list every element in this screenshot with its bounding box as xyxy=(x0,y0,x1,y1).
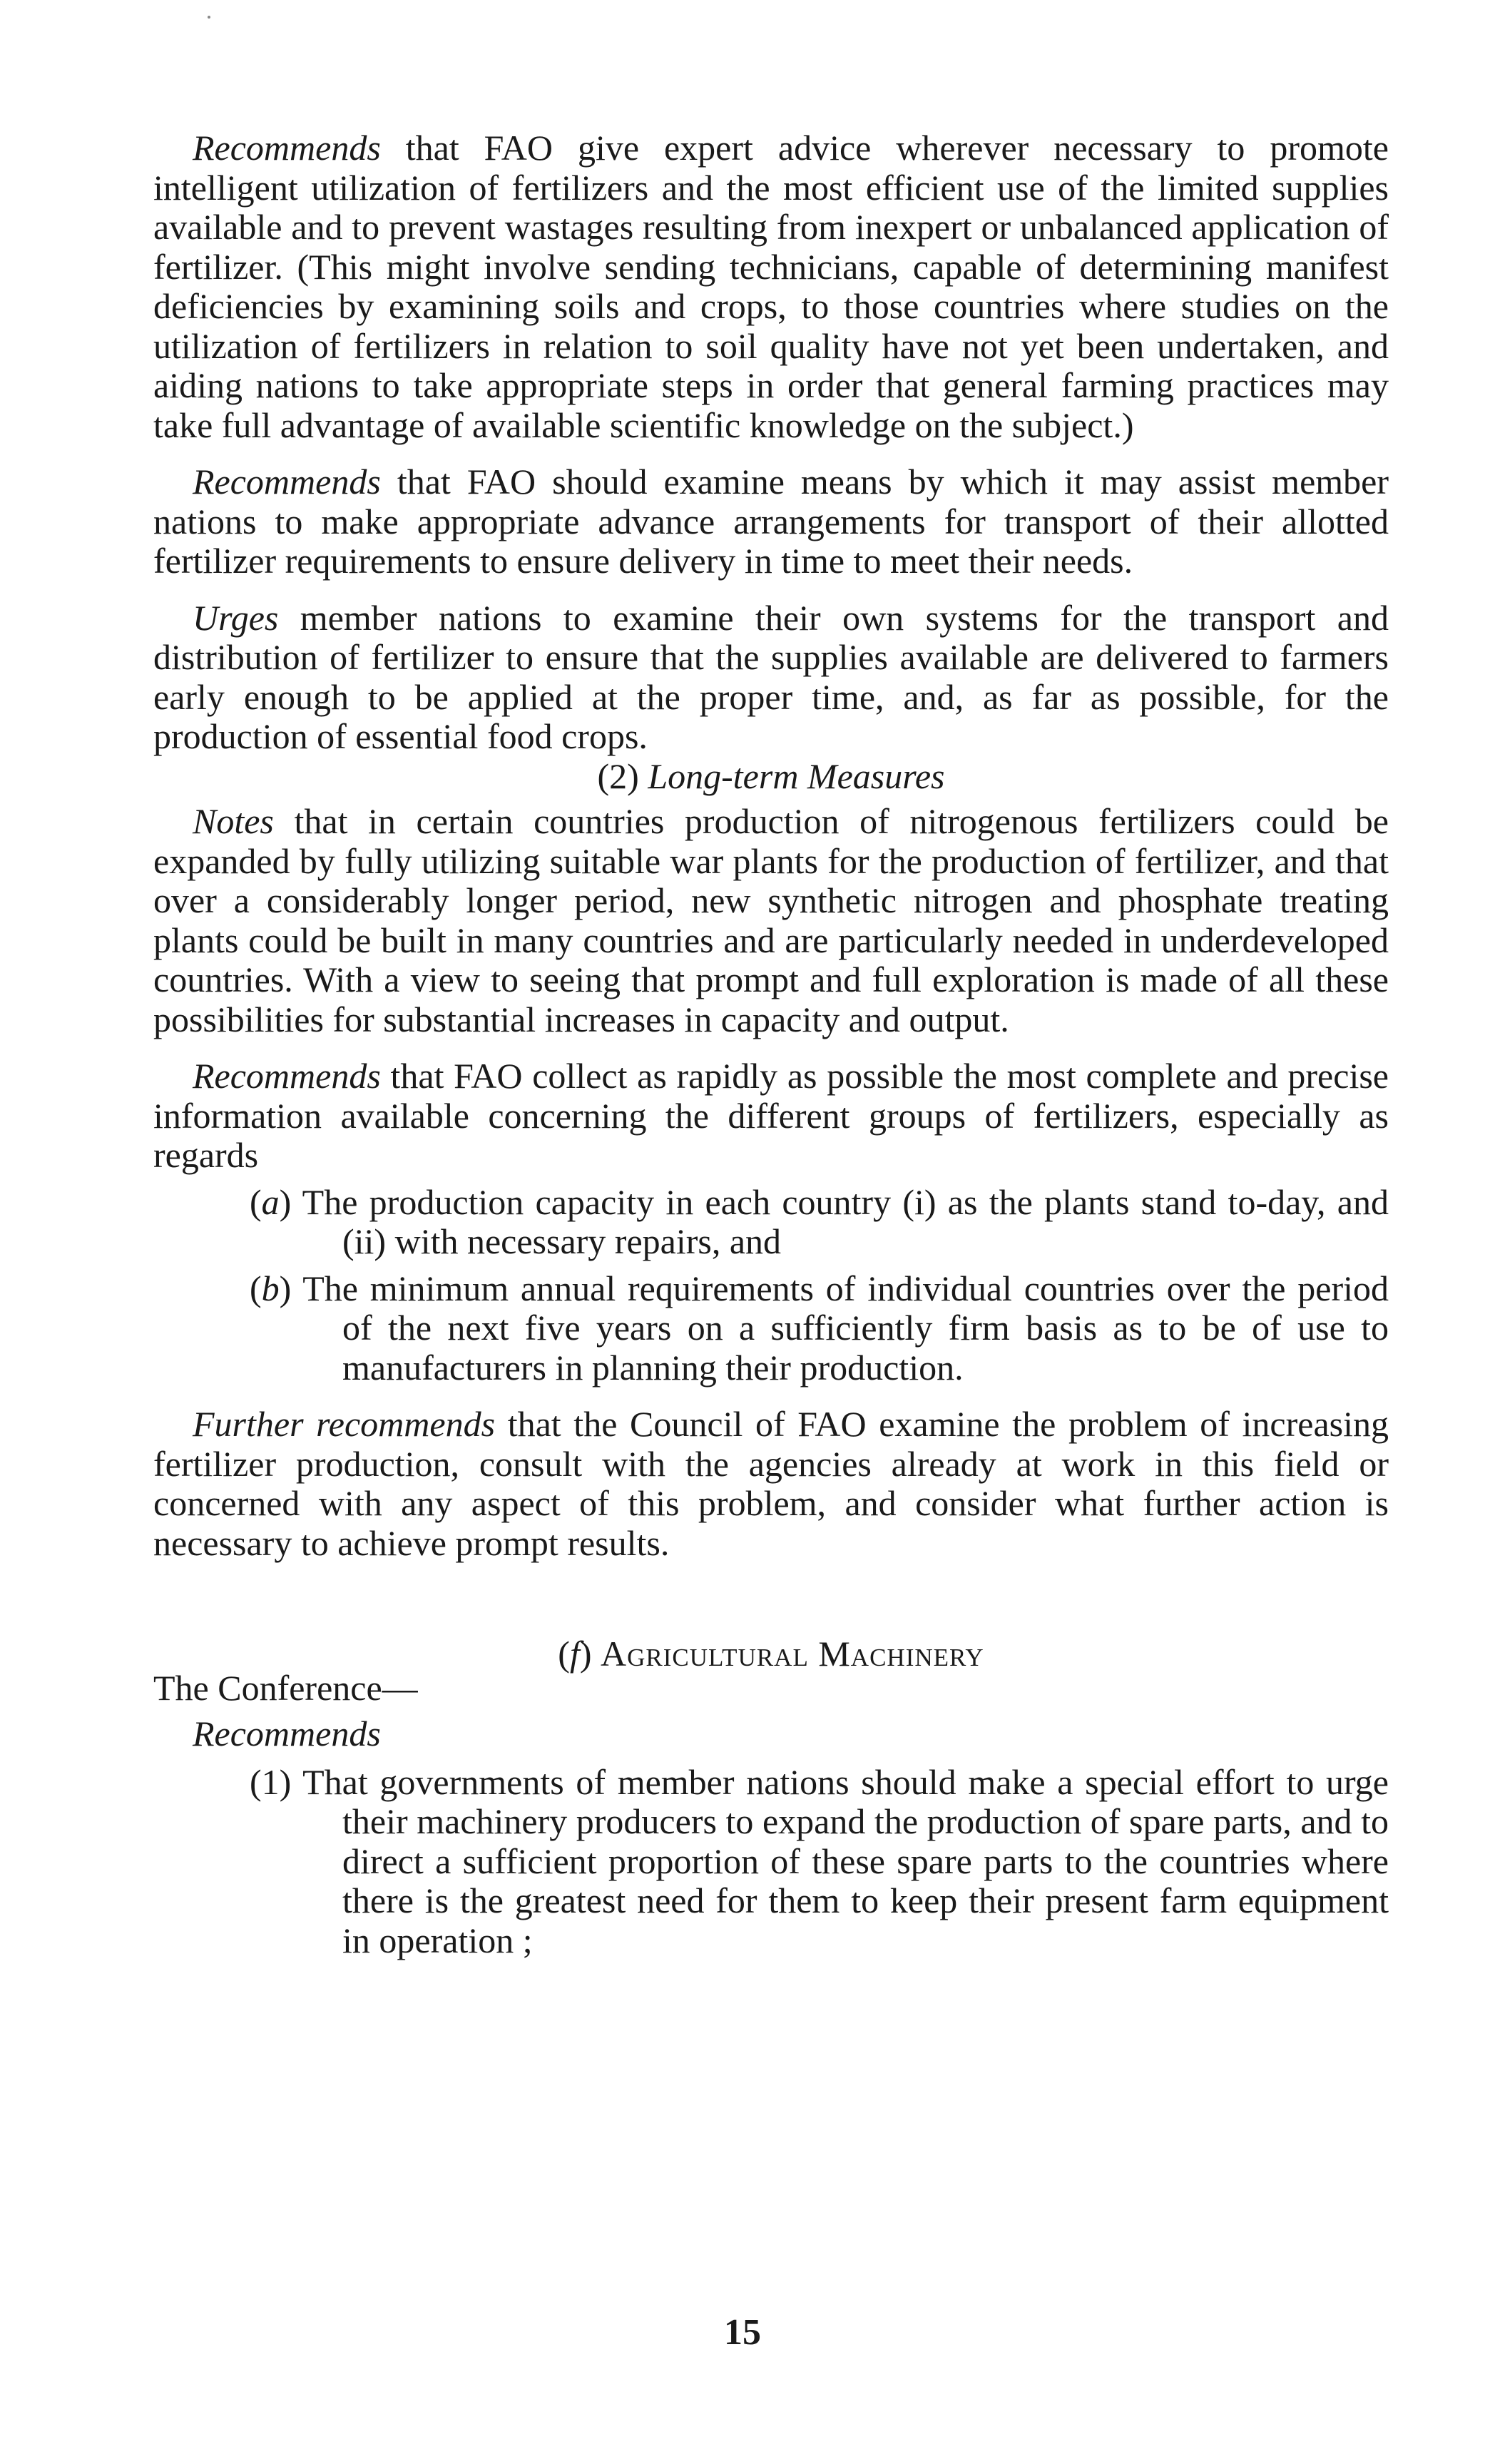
conference-label: The Conference— xyxy=(153,1668,418,1708)
paragraph-text: that FAO collect as rapidly as possible the most complete and precise information available concerning the different groups of fertilizers, especially as regards xyxy=(153,1056,1389,1175)
section-heading-machinery: (f) Agricultural Machinery xyxy=(558,1634,984,1674)
paragraph-text: member nations to examine their own systems for the transport and distribution of fertilizer to ensure that the supplies available are delivered to farmers early enough to be applied at the proper time, and, as far as possible, for the production of essential food crops. xyxy=(153,597,1389,756)
document-body xyxy=(153,128,1389,1960)
paragraph-text: that in certain countries production of nitrogenous fertilizers could be expanded by fully utilizing suitable war plants for the production of fertilizer, and that over a considerably longer period, new synthetic nitrogen and phosphate treating plants could be built in many countries and are particularly needed in underdeveloped countries. With a view to seeing that prompt and full exploration is made of all these possibilities for substantial increases in capacity and output. xyxy=(153,801,1389,1039)
list-text: The production capacity in each country (i) as the plants stand to-day, and (ii) with necessary repairs, and xyxy=(302,1181,1389,1261)
recommends-label: Recommends xyxy=(193,1714,381,1753)
list-marker: (1) xyxy=(250,1761,292,1802)
paragraph-collect-information xyxy=(153,1057,1389,1176)
paragraph-lead: Notes xyxy=(193,801,274,841)
machinery-section-header xyxy=(153,1634,1389,1714)
page-number: 15 xyxy=(724,2312,761,2353)
paragraph-text: that FAO give expert advice wherever necessary to promote intelligent utilization of fertilizers and the most efficient use of the limited supplies available and to prevent wastages resulting from inexpert or unbalanced application of fertilizer. (This might involve sending technicians, capable of determining manifest deficiencies by examining soils and crops, to those countries where studies on the utilization of fertilizers in relation to soil quality have not yet been undertaken, and aiding nations to take appropriate steps in order that general farming practices may take full advantage of available scientific knowledge on the subject.) xyxy=(153,128,1389,445)
paragraph-fao-expert-advice xyxy=(153,128,1389,445)
paragraph-lead: Urges xyxy=(193,597,279,638)
list-item-1 xyxy=(153,1763,1389,1961)
scan-speck xyxy=(208,16,210,19)
list-text: That governments of member nations should make a special effort to urge their machinery producers to expand the production of spare parts, and to direct a sufficient proportion of these spare parts to the countries where there is the greatest need for them to keep their present farm equipment in operation ; xyxy=(302,1761,1389,1960)
paragraph-text: that the Council of FAO examine the problem of increasing fertilizer production, consult with the agencies already at work in this field or concerned with any aspect of this problem, and consider what further action is necessary to achieve prompt results. xyxy=(153,1404,1389,1563)
section-letter: f xyxy=(569,1634,580,1674)
paragraph-urges-distribution xyxy=(153,599,1389,757)
section-heading-long-term xyxy=(153,757,1389,797)
list-item-a xyxy=(153,1183,1389,1262)
paragraph-lead: Further recommends xyxy=(193,1404,496,1444)
paragraph-notes-war-plants xyxy=(153,802,1389,1039)
paragraph-lead: Recommends xyxy=(193,1056,381,1096)
section-title: Long-term Measures xyxy=(648,755,945,796)
paragraph-transport-arrangements xyxy=(153,462,1389,581)
list-text: The minimum annual requirements of individual countries over the period of the next five years on a sufficiently firm basis as to be of use to manufacturers in planning their production. xyxy=(302,1268,1389,1388)
section-number: (2) xyxy=(597,755,639,796)
section-title: Agricultural Machinery xyxy=(601,1634,984,1674)
paragraph-lead: Recommends xyxy=(193,128,381,168)
paragraph-further-recommends xyxy=(153,1405,1389,1563)
paragraph-lead: Recommends xyxy=(193,462,381,502)
paragraph-text: that FAO should examine means by which it may assist member nations to make appropriate advance arrangements for transport of their allotted fertilizer requirements to ensure delivery in time to meet their needs. xyxy=(153,462,1389,581)
list-marker: (b) xyxy=(250,1268,292,1308)
list-marker: (a) xyxy=(250,1181,292,1222)
list-item-b xyxy=(153,1269,1389,1388)
